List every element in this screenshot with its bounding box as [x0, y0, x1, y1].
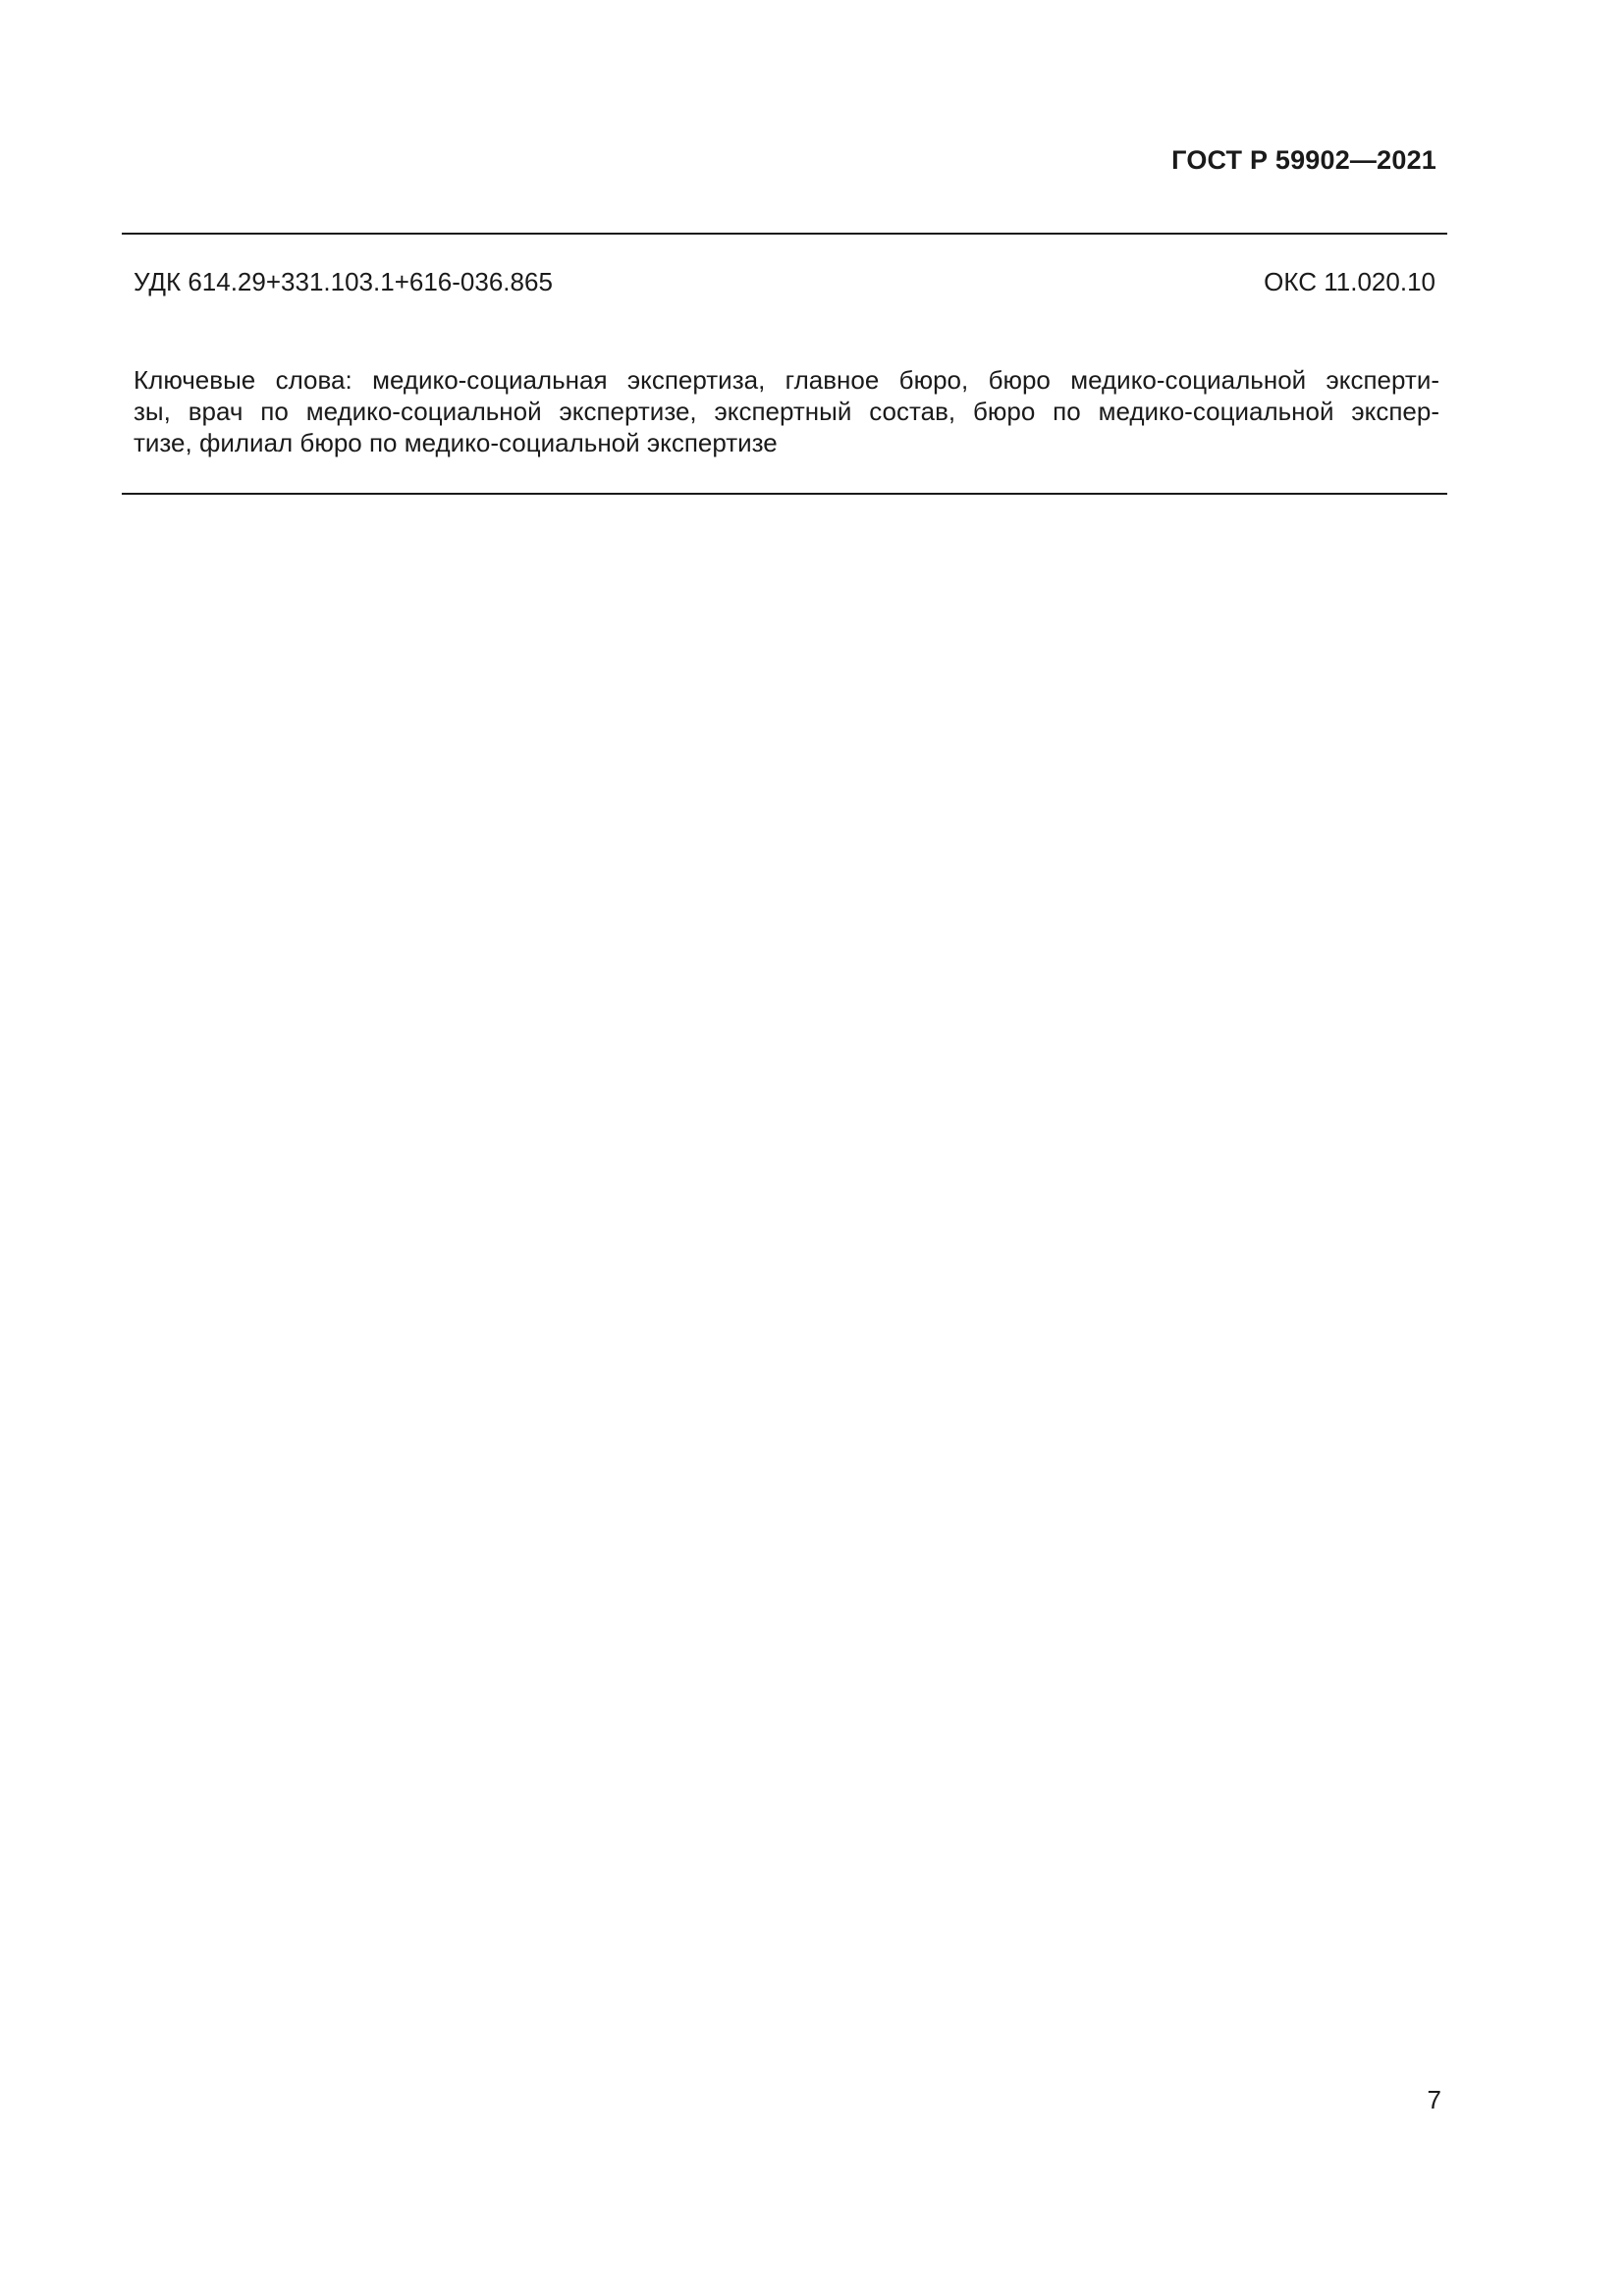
keywords-line: зы, врач по медико-социальной экспертизе, экспертный состав, бюро по медико-социальной экспер- [134, 397, 1439, 426]
top-divider [122, 233, 1447, 235]
oks-code: ОКС 11.020.10 [1264, 267, 1435, 296]
keywords-paragraph [134, 364, 1439, 458]
udk-code: УДК 614.29+331.103.1+616-036.865 [134, 267, 553, 296]
standard-designation: ГОСТ Р 59902—2021 [1171, 145, 1436, 175]
page-number: 7 [1427, 2085, 1441, 2114]
keywords-line: тизе, филиал бюро по медико-социальной экспертизе [134, 428, 778, 457]
keywords-line: Ключевые слова: медико-социальная экспертиза, главное бюро, бюро медико-социальной эксперти- [134, 365, 1439, 395]
bottom-divider [122, 493, 1447, 495]
classification-codes [134, 267, 1435, 302]
